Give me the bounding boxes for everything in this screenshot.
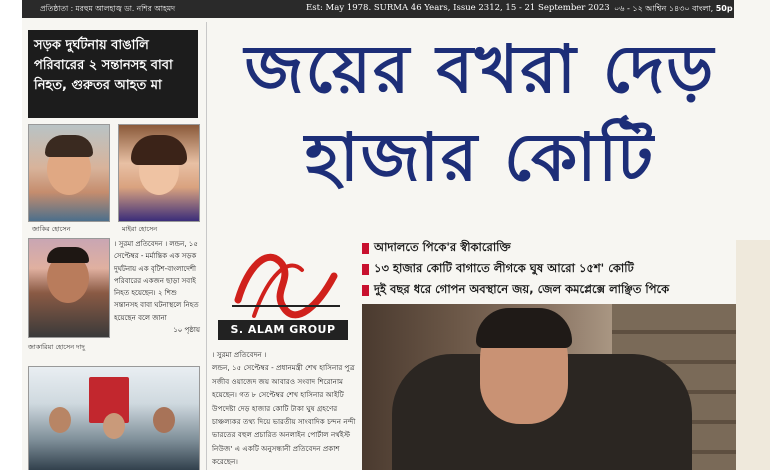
logo-wordmark: S. ALAM GROUP [218, 320, 348, 340]
photo-group-event [28, 366, 200, 470]
lead-story-text [114, 238, 200, 336]
price: 50p [715, 4, 733, 13]
red-bullet-icon [362, 264, 369, 275]
subheadline-item [362, 238, 742, 259]
masthead-strip [22, 0, 734, 18]
byline: । সুরমা প্রতিবেদন । [212, 350, 267, 359]
subheadline-list [362, 238, 742, 301]
subheadline-text: আদালতে পিকে'র স্বীকারোক্তি [374, 240, 511, 254]
newspaper-page [22, 0, 770, 470]
right-margin-column [736, 240, 770, 470]
subject-hair [476, 308, 572, 348]
issue-info: Est: May 1978. SURMA 46 Years, Issue 2312, 15 - 21 September 2023 [306, 3, 610, 13]
caption-father: জাকারিয়া হোসেন দাদু [28, 343, 85, 351]
photo-father [28, 238, 110, 338]
main-headline: জয়ের বখরা দেড় হাজার কোটি [244, 31, 716, 196]
subheadline-text: দুই বছর ধরে গোপন অবস্থানে জয়, জেল কমপ্লেক্সে লাঞ্ছিত পিকে [374, 282, 670, 296]
red-bullet-icon [362, 243, 369, 254]
photo-main-subject [362, 304, 736, 470]
column-divider [206, 22, 207, 470]
main-story-text [212, 348, 358, 469]
page-edge [0, 0, 14, 470]
photo-girl [118, 124, 200, 222]
bangla-date-text: ০৬ - ১২ আশ্বিন ১৪৩০ বাংলা, [614, 4, 714, 13]
red-bullet-icon [362, 285, 369, 296]
subheadline-text: ১৩ হাজার কোটি বাগাতে লীগকে ঘুষ আরো ১৫শ' কোটি [374, 261, 634, 275]
founder-text: প্রতিষ্ঠাতা : মরহুম আলহাজ্ব ডা. নশির আহমদ [40, 4, 176, 13]
subheadline-item [362, 259, 742, 280]
caption-boy: জাকির হোসেন [32, 225, 71, 233]
caption-girl: মাইরা হোসেন [122, 225, 158, 233]
lead-story-body: । সুরমা প্রতিবেদন । লন্ডন, ১৫ সেপ্টেম্বর - মর্মান্তিক এক সড়ক দুর্ঘটনায় এক বৃটিশ-বাংলাদেশী পরিবারের একজন ছাড়া সবাই নিহত হয়েছেন। ২ শিশু সন্তানসহ বাবা ঘটনাস্থলে নিহত হয়েছেন বলে জানা [114, 240, 199, 322]
bangla-date [614, 3, 733, 16]
photo-boy [28, 124, 110, 222]
page-reference: ১০ পৃষ্ঠায় [173, 326, 200, 335]
lead-story-headline: সড়ক দুর্ঘটনায় বাঙালি পরিবারের ২ সন্তানসহ বাবা নিহত, গুরুতর আহত মা [28, 30, 198, 118]
main-story-body: লন্ডন, ১৫ সেপ্টেম্বর - প্রধানমন্ত্রী শেখ হাসিনার পুত্র সজীব ওয়াজেদ জয় আবারও সংবাদ শিরোনাম হয়েছেন। গত ৮ সেপ্টেম্বর শেখ হাসিনার আইটি উপদেষ্টা দেড় হাজার কোটি টাকা ঘুষ গ্রহণের চাঞ্চল্যকর তথ্য দিয়ে ভারতীয় সাংবাদিক চন্দন নন্দী ভারতের বহুল প্রচারিত অনলাইন পোর্টাল নর্থইস্ট নিউজ' এ একটি অনুসন্ধানী প্রতিবেদন প্রকাশ করেছেন। [212, 363, 356, 467]
subheadline-item [362, 280, 742, 301]
